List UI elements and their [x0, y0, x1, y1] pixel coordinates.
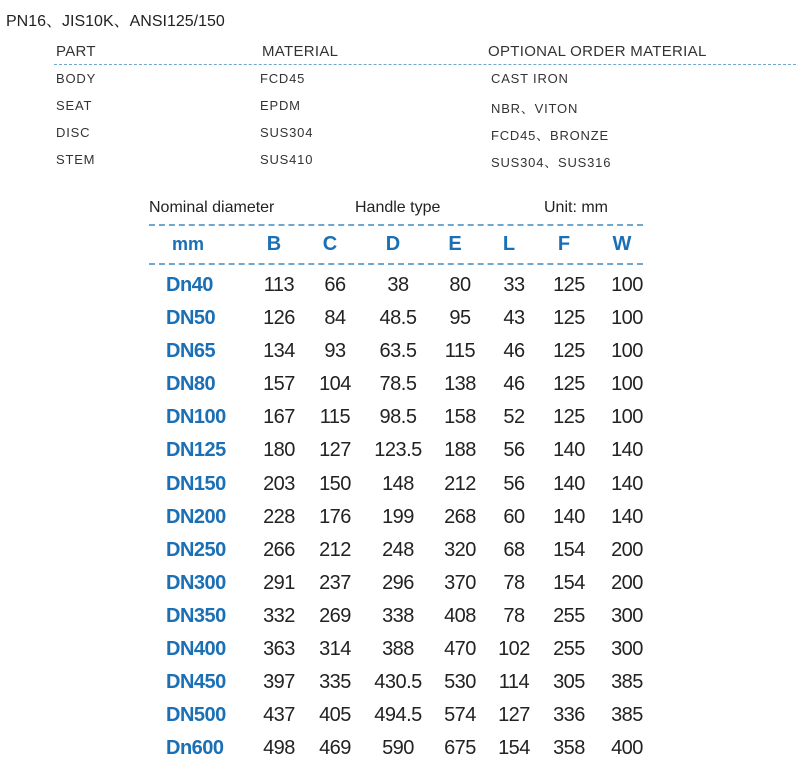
value-d-cell: 430.5 — [374, 671, 422, 694]
nominal-diameter-cell: DN200 — [166, 505, 226, 528]
dimension-table-body — [0, 270, 804, 766]
value-f-cell: 140 — [553, 505, 585, 528]
value-l-cell: 68 — [503, 538, 525, 561]
value-l-cell: 114 — [498, 671, 530, 694]
value-b-cell: 437 — [263, 704, 295, 727]
material-row — [54, 71, 796, 98]
value-e-cell: 188 — [444, 439, 476, 462]
value-b-cell: 363 — [263, 638, 295, 661]
nominal-diameter-cell: DN150 — [166, 472, 226, 495]
dimension-row — [0, 568, 804, 601]
header-l: L — [502, 233, 516, 255]
material-table — [54, 43, 796, 170]
header-f: F — [557, 233, 571, 255]
value-d-cell: 494.5 — [374, 704, 422, 727]
value-c-cell: 405 — [319, 704, 351, 727]
value-e-cell: 212 — [444, 472, 476, 495]
caption-nominal-diameter: Nominal diameter — [149, 199, 275, 216]
nominal-diameter-cell: DN80 — [166, 373, 216, 396]
material-row — [54, 125, 796, 152]
header-material: MATERIAL — [262, 43, 339, 60]
value-d-cell: 338 — [382, 604, 414, 627]
value-l-cell: 33 — [503, 274, 525, 296]
value-b-cell: 291 — [263, 571, 295, 594]
value-c-cell: 469 — [319, 737, 351, 760]
value-e-cell: 158 — [444, 406, 476, 429]
value-f-cell: 140 — [553, 472, 585, 495]
material-row — [54, 98, 796, 125]
value-l-cell: 56 — [503, 439, 525, 462]
material-table-header — [54, 43, 796, 63]
value-w-cell: 100 — [611, 340, 643, 363]
optional-material-cell: FCD45、BRONZE — [491, 128, 609, 143]
value-c-cell: 127 — [319, 439, 351, 462]
nominal-diameter-cell: DN125 — [166, 439, 226, 462]
value-d-cell: 199 — [382, 505, 414, 528]
caption-unit: Unit: mm — [544, 199, 608, 216]
nominal-diameter-cell: DN450 — [166, 671, 226, 694]
value-e-cell: 320 — [444, 538, 476, 561]
value-c-cell: 84 — [324, 307, 346, 330]
dimension-row — [0, 700, 804, 733]
value-b-cell: 397 — [263, 671, 295, 694]
nominal-diameter-cell: DN50 — [166, 307, 216, 330]
dimension-row — [0, 535, 804, 568]
value-e-cell: 470 — [444, 638, 476, 661]
value-c-cell: 104 — [319, 373, 351, 396]
value-f-cell: 255 — [553, 638, 585, 661]
value-c-cell: 66 — [324, 274, 346, 296]
value-e-cell: 370 — [444, 571, 476, 594]
value-l-cell: 127 — [498, 704, 530, 727]
value-d-cell: 296 — [382, 571, 414, 594]
header-b: B — [266, 233, 282, 255]
value-e-cell: 574 — [444, 704, 476, 727]
dimension-header-divider — [149, 263, 643, 265]
value-d-cell: 38 — [387, 274, 409, 296]
value-b-cell: 134 — [263, 340, 295, 363]
value-e-cell: 95 — [449, 307, 471, 330]
value-l-cell: 52 — [503, 406, 525, 429]
nominal-diameter-cell: Dn600 — [166, 737, 224, 760]
value-l-cell: 43 — [503, 307, 525, 330]
value-f-cell: 305 — [553, 671, 585, 694]
dimension-row — [0, 469, 804, 502]
value-d-cell: 248 — [382, 538, 414, 561]
value-e-cell: 80 — [449, 274, 471, 296]
dimension-row — [0, 601, 804, 634]
value-f-cell: 125 — [553, 373, 585, 396]
nominal-diameter-cell: DN400 — [166, 638, 226, 661]
value-w-cell: 140 — [611, 505, 643, 528]
header-e: E — [448, 233, 462, 255]
value-b-cell: 113 — [263, 274, 295, 296]
value-b-cell: 498 — [263, 737, 295, 760]
value-l-cell: 78 — [503, 571, 525, 594]
value-f-cell: 125 — [553, 307, 585, 330]
value-w-cell: 140 — [611, 439, 643, 462]
value-w-cell: 300 — [611, 604, 643, 627]
header-c: C — [322, 233, 338, 255]
value-d-cell: 63.5 — [379, 340, 417, 363]
part-cell: DISC — [56, 125, 91, 140]
value-f-cell: 154 — [553, 571, 585, 594]
value-l-cell: 46 — [503, 373, 525, 396]
value-b-cell: 228 — [263, 505, 295, 528]
value-b-cell: 167 — [263, 406, 295, 429]
value-l-cell: 102 — [498, 638, 530, 661]
dimension-row — [0, 435, 804, 468]
value-c-cell: 212 — [319, 538, 351, 561]
value-e-cell: 268 — [444, 505, 476, 528]
value-d-cell: 48.5 — [379, 307, 417, 330]
value-c-cell: 115 — [319, 406, 351, 429]
value-f-cell: 358 — [553, 737, 585, 760]
value-e-cell: 115 — [444, 340, 476, 363]
value-f-cell: 125 — [553, 406, 585, 429]
value-l-cell: 78 — [503, 604, 525, 627]
nominal-diameter-cell: Dn40 — [166, 274, 213, 296]
caption-handle-type: Handle type — [355, 199, 441, 216]
value-d-cell: 148 — [382, 472, 414, 495]
value-c-cell: 269 — [319, 604, 351, 627]
value-w-cell: 100 — [611, 307, 643, 330]
value-d-cell: 590 — [382, 737, 414, 760]
header-w: W — [612, 233, 632, 255]
dimension-row — [0, 667, 804, 700]
value-l-cell: 154 — [498, 737, 530, 760]
value-d-cell: 123.5 — [374, 439, 422, 462]
dimension-row — [0, 369, 804, 402]
value-c-cell: 237 — [319, 571, 351, 594]
value-l-cell: 46 — [503, 340, 525, 363]
material-header-divider — [54, 64, 796, 65]
value-f-cell: 255 — [553, 604, 585, 627]
value-c-cell: 335 — [319, 671, 351, 694]
part-cell: BODY — [56, 71, 97, 86]
value-w-cell: 400 — [611, 737, 643, 760]
optional-material-cell: NBR、VITON — [491, 101, 579, 116]
value-b-cell: 332 — [263, 604, 295, 627]
material-cell: EPDM — [260, 98, 301, 113]
value-w-cell: 385 — [611, 671, 643, 694]
header-d: D — [385, 233, 401, 255]
value-f-cell: 140 — [553, 439, 585, 462]
value-l-cell: 60 — [503, 505, 525, 528]
standard-title: PN16、JIS10K、ANSI125/150 — [6, 13, 225, 30]
material-cell: SUS304 — [260, 125, 314, 140]
value-f-cell: 154 — [553, 538, 585, 561]
material-row — [54, 152, 796, 179]
nominal-diameter-cell: DN350 — [166, 604, 226, 627]
nominal-diameter-cell: DN300 — [166, 571, 226, 594]
value-l-cell: 56 — [503, 472, 525, 495]
value-f-cell: 125 — [553, 274, 585, 296]
dimension-row — [0, 502, 804, 535]
value-f-cell: 125 — [553, 340, 585, 363]
header-part: PART — [56, 43, 96, 60]
value-b-cell: 180 — [263, 439, 295, 462]
value-w-cell: 385 — [611, 704, 643, 727]
value-b-cell: 157 — [263, 373, 295, 396]
dimension-row — [0, 634, 804, 667]
optional-material-cell: CAST IRON — [491, 71, 569, 86]
dimension-row — [0, 336, 804, 369]
dimension-row — [0, 270, 804, 303]
nominal-diameter-cell: DN250 — [166, 538, 226, 561]
value-w-cell: 200 — [611, 571, 643, 594]
value-e-cell: 138 — [444, 373, 476, 396]
value-e-cell: 675 — [444, 737, 476, 760]
dimension-row — [0, 303, 804, 336]
value-c-cell: 176 — [319, 505, 351, 528]
value-f-cell: 336 — [553, 704, 585, 727]
nominal-diameter-cell: DN500 — [166, 704, 226, 727]
value-e-cell: 408 — [444, 604, 476, 627]
value-w-cell: 300 — [611, 638, 643, 661]
value-d-cell: 388 — [382, 638, 414, 661]
optional-material-cell: SUS304、SUS316 — [491, 155, 612, 170]
nominal-diameter-cell: DN65 — [166, 340, 216, 363]
value-w-cell: 140 — [611, 472, 643, 495]
header-mm: mm — [171, 234, 204, 254]
value-w-cell: 100 — [611, 406, 643, 429]
value-b-cell: 266 — [263, 538, 295, 561]
value-w-cell: 100 — [611, 274, 643, 296]
value-d-cell: 78.5 — [379, 373, 417, 396]
nominal-diameter-cell: DN100 — [166, 406, 226, 429]
material-cell: FCD45 — [260, 71, 306, 86]
value-w-cell: 100 — [611, 373, 643, 396]
value-c-cell: 314 — [319, 638, 351, 661]
value-b-cell: 203 — [263, 472, 295, 495]
value-d-cell: 98.5 — [379, 406, 417, 429]
dimension-row — [0, 402, 804, 435]
dimension-top-divider — [149, 224, 643, 226]
value-c-cell: 150 — [319, 472, 351, 495]
value-b-cell: 126 — [263, 307, 295, 330]
part-cell: STEM — [56, 152, 96, 167]
material-cell: SUS410 — [260, 152, 314, 167]
value-c-cell: 93 — [324, 340, 346, 363]
value-w-cell: 200 — [611, 538, 643, 561]
value-e-cell: 530 — [444, 671, 476, 694]
part-cell: SEAT — [56, 98, 93, 113]
dimension-row — [0, 733, 804, 766]
header-optional-material: OPTIONAL ORDER MATERIAL — [488, 43, 707, 60]
